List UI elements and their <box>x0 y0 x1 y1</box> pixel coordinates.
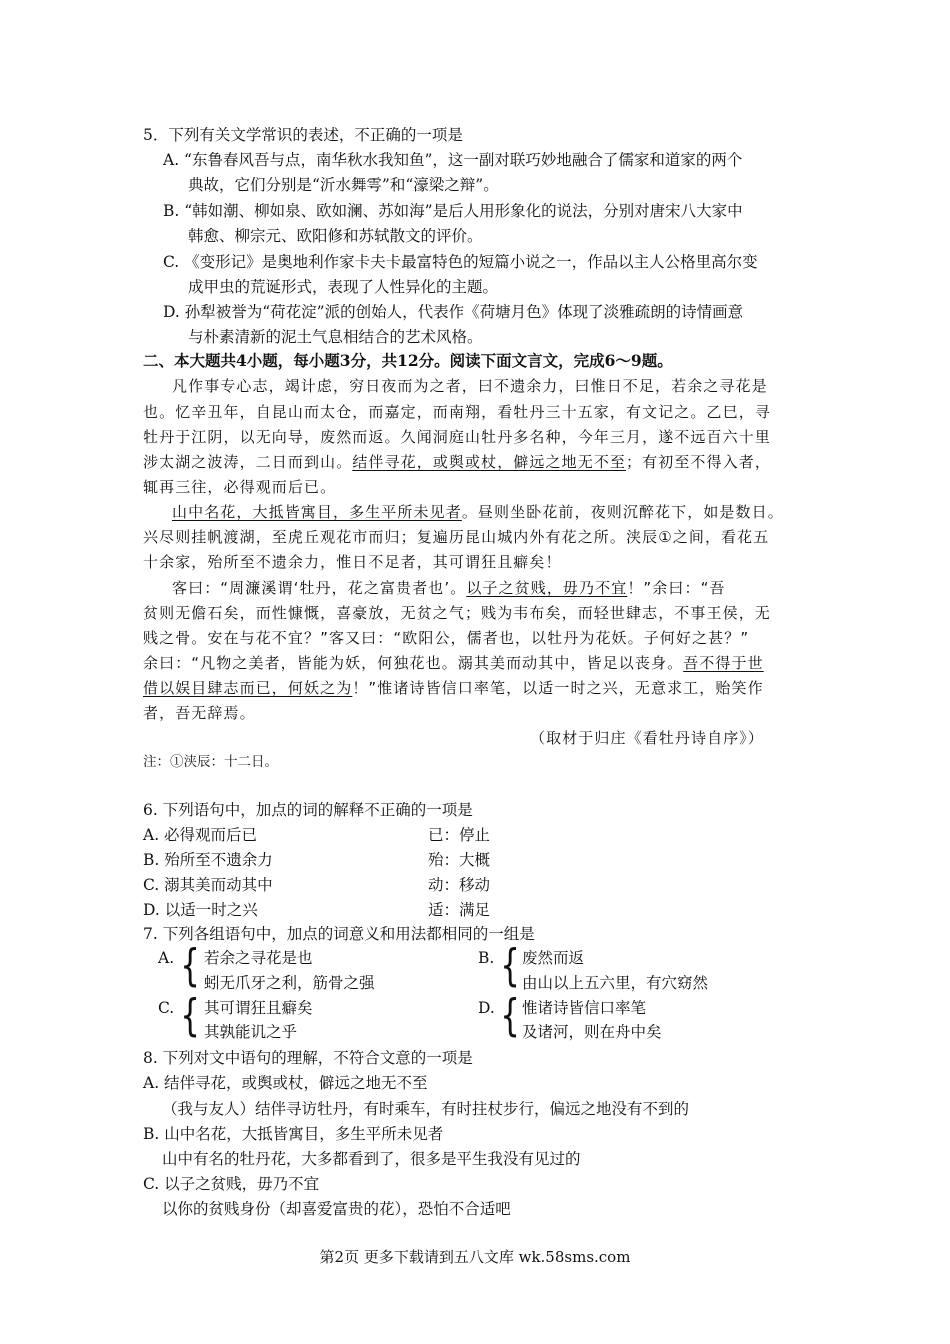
q6-stem: 6. 下列语句中，加点的词的解释不正确的一项是 <box>143 801 473 819</box>
underlined-sentence: 山中名花，大抵皆寓目，多生平所未见者 <box>172 503 462 521</box>
q8-option-c: C. 以子之贫贱，毋乃不宜 <box>143 1175 320 1193</box>
q7-stem: 7. 下列各组语句中，加点的词意义和用法都相同的一组是 <box>143 925 535 943</box>
q8-translation-b: 山中有名的牡丹花，大多都看到了，很多是平生我没有见过的 <box>162 1150 581 1168</box>
q5-option-c: C. 《变形记》是奥地利作家卡夫卡最富特色的短篇小说之一，作品以主人公格里高尔变 <box>163 253 758 271</box>
underlined-sentence: 以子之贫贱，毋乃不宜 <box>466 579 628 597</box>
q7-label-b: B. <box>478 949 495 967</box>
q5-option-d-cont: 与朴素清新的泥土气息相结合的艺术风格。 <box>188 328 483 346</box>
brace-icon: { <box>500 940 520 991</box>
q8-translation-a: （我与友人）结伴寻访牡丹，有时乘车，有时拄杖步行，偏远之地没有不到的 <box>162 1100 690 1118</box>
q6-option-c: C. 溺其美而动其中 <box>143 876 273 894</box>
passage-source: （取材于归庄《看牡丹诗自序》） <box>530 729 765 747</box>
passage-line: 辄再三往，必得观而后已。 <box>143 478 337 496</box>
q5-option-a-cont: 典故，它们分别是“沂水舞雩”和“濠梁之辩”。 <box>188 176 499 194</box>
q7-label-d: D. <box>478 999 495 1017</box>
passage-line: 牡丹于江阴，以无向导，废然而返。久闻洞庭山牡丹多名种，今年三月，遂不远百六十里 <box>143 428 771 446</box>
q7-label-a: A. <box>158 949 175 967</box>
q6-gloss-b: 殆：大概 <box>428 851 491 869</box>
footnote: 注：①浃辰：十二日。 <box>143 754 278 770</box>
q6-gloss-a: 已：停止 <box>428 826 491 844</box>
q7-option-c1: 其可谓狂且癖矣 <box>204 999 313 1017</box>
passage-line: 山中名花，大抵皆寓目，多生平所未见者。昼则坐卧花前，夜则沉醉花下，如是数日。 <box>172 503 784 521</box>
passage-line: 借以娱目肆志而已，何妖之为！”惟诸诗皆信口率笔，以适一时之兴，无意求工，贻笑作 <box>143 679 764 697</box>
passage-line: 凡作事专心志，竭计虑，穷日夜而为之者，曰不遗余力，曰惟日不足，若余之寻花是 <box>172 377 768 395</box>
passage-line: 客曰：“周濂溪谓‘牡丹，花之富贵者也’。以子之贫贱，毋乃不宜！”余曰：“吾 <box>172 579 726 597</box>
q6-option-b: B. 殆所至不遗余力 <box>143 851 273 869</box>
page-footer: 第2页 更多下载请到五八文库 wk.58sms.com <box>319 1248 631 1266</box>
q5-stem: 5．下列有关文学常识的表述，不正确的一项是 <box>143 126 463 144</box>
passage-line: 兴尽则挂帆渡湖，至虎丘观花市而归；复遍历昆山城内外有花之所。浃辰①之间，看花五 <box>143 528 770 546</box>
q6-gloss-c: 动：移动 <box>428 876 491 894</box>
q8-translation-c: 以你的贫贱身份（却喜爱富贵的花），恐怕不合适吧 <box>162 1200 511 1218</box>
section-heading: 二、本大题共4小题，每小题3分，共12分。阅读下面文言文，完成6～9题。 <box>143 351 673 370</box>
brace-icon: { <box>180 940 200 991</box>
passage-line: 余曰：“凡物之美者，皆能为妖，何独花也。溺其美而动其中，皆足以丧身。吾不得于世 <box>143 654 764 672</box>
passage-line: 者，吾无辞焉。 <box>143 704 256 722</box>
passage-line: 也。忆辛丑年，自昆山而太仓，而嘉定，而南翔，看牡丹三十五家，有文记之。乙巳，寻 <box>143 403 771 421</box>
q8-option-b: B. 山中名花，大抵皆寓目，多生平所未见者 <box>143 1125 444 1143</box>
q6-option-a: A. 必得观而后已 <box>143 826 258 844</box>
q6-option-d: D. 以适一时之兴 <box>143 901 258 919</box>
passage-line: 贱之骨。安在与花不宜？”客又曰：“欧阳公，儒者也，以牡丹为花妖。子何好之甚？” <box>143 629 750 647</box>
q7-label-c: C. <box>158 999 175 1017</box>
q5-option-b: B. “韩如潮、柳如泉、欧如澜、苏如海”是后人用形象化的说法，分别对唐宋八大家中 <box>163 202 743 220</box>
q7-option-d1: 惟诸诗皆信口率笔 <box>522 999 647 1017</box>
brace-icon: { <box>180 990 200 1041</box>
passage-line: 涉太湖之波涛，二日而到山。结伴寻花，或舆或杖，僻远之地无不至；有初至不得入者， <box>143 453 771 471</box>
q5-option-b-cont: 韩愈、柳宗元、欧阳修和苏轼散文的评价。 <box>188 227 483 245</box>
q5-option-d: D. 孙犁被誉为“荷花淀”派的创始人，代表作《荷塘月色》体现了淡雅疏朗的诗情画意 <box>163 303 744 321</box>
underlined-sentence: 吾不得于世 <box>683 654 764 672</box>
passage-line: 十余家，殆所至不遗余力，惟日不足者，其可谓狂且癖矣！ <box>143 553 562 571</box>
q8-option-a: A. 结伴寻花，或舆或杖，僻远之地无不至 <box>143 1074 428 1092</box>
underlined-sentence: 借以娱目肆志而已，何妖之为 <box>143 679 353 697</box>
q5-option-c-cont: 成甲虫的荒诞形式，表现了人性异化的主题。 <box>188 278 499 296</box>
q8-stem: 8. 下列对文中语句的理解，不符合文意的一项是 <box>143 1049 473 1067</box>
q7-option-c2: 其孰能讥之乎 <box>204 1023 298 1041</box>
q7-option-b1: 废然而返 <box>522 949 585 967</box>
passage-line: 贫则无儋石矣，而性慷慨，喜豪放，无贫之气；贱为韦布矣，而轻世肆志，不事王侯，无 <box>143 604 771 622</box>
brace-icon: { <box>500 990 520 1041</box>
q7-option-d2: 及诸河，则在舟中矣 <box>522 1023 662 1041</box>
underlined-sentence: 结伴寻花，或舆或杖，僻远之地无不至 <box>352 453 627 471</box>
q7-option-b2: 由山以上五六里，有穴窈然 <box>522 974 709 992</box>
q7-option-a1: 若余之寻花是也 <box>204 949 313 967</box>
q7-option-a2: 蚓无爪牙之利，筋骨之强 <box>204 974 375 992</box>
q5-option-a: A. “东鲁春风吾与点，南华秋水我知鱼”，这一副对联巧妙地融合了儒家和道家的两个 <box>163 151 743 169</box>
q6-gloss-d: 适：满足 <box>428 901 491 919</box>
